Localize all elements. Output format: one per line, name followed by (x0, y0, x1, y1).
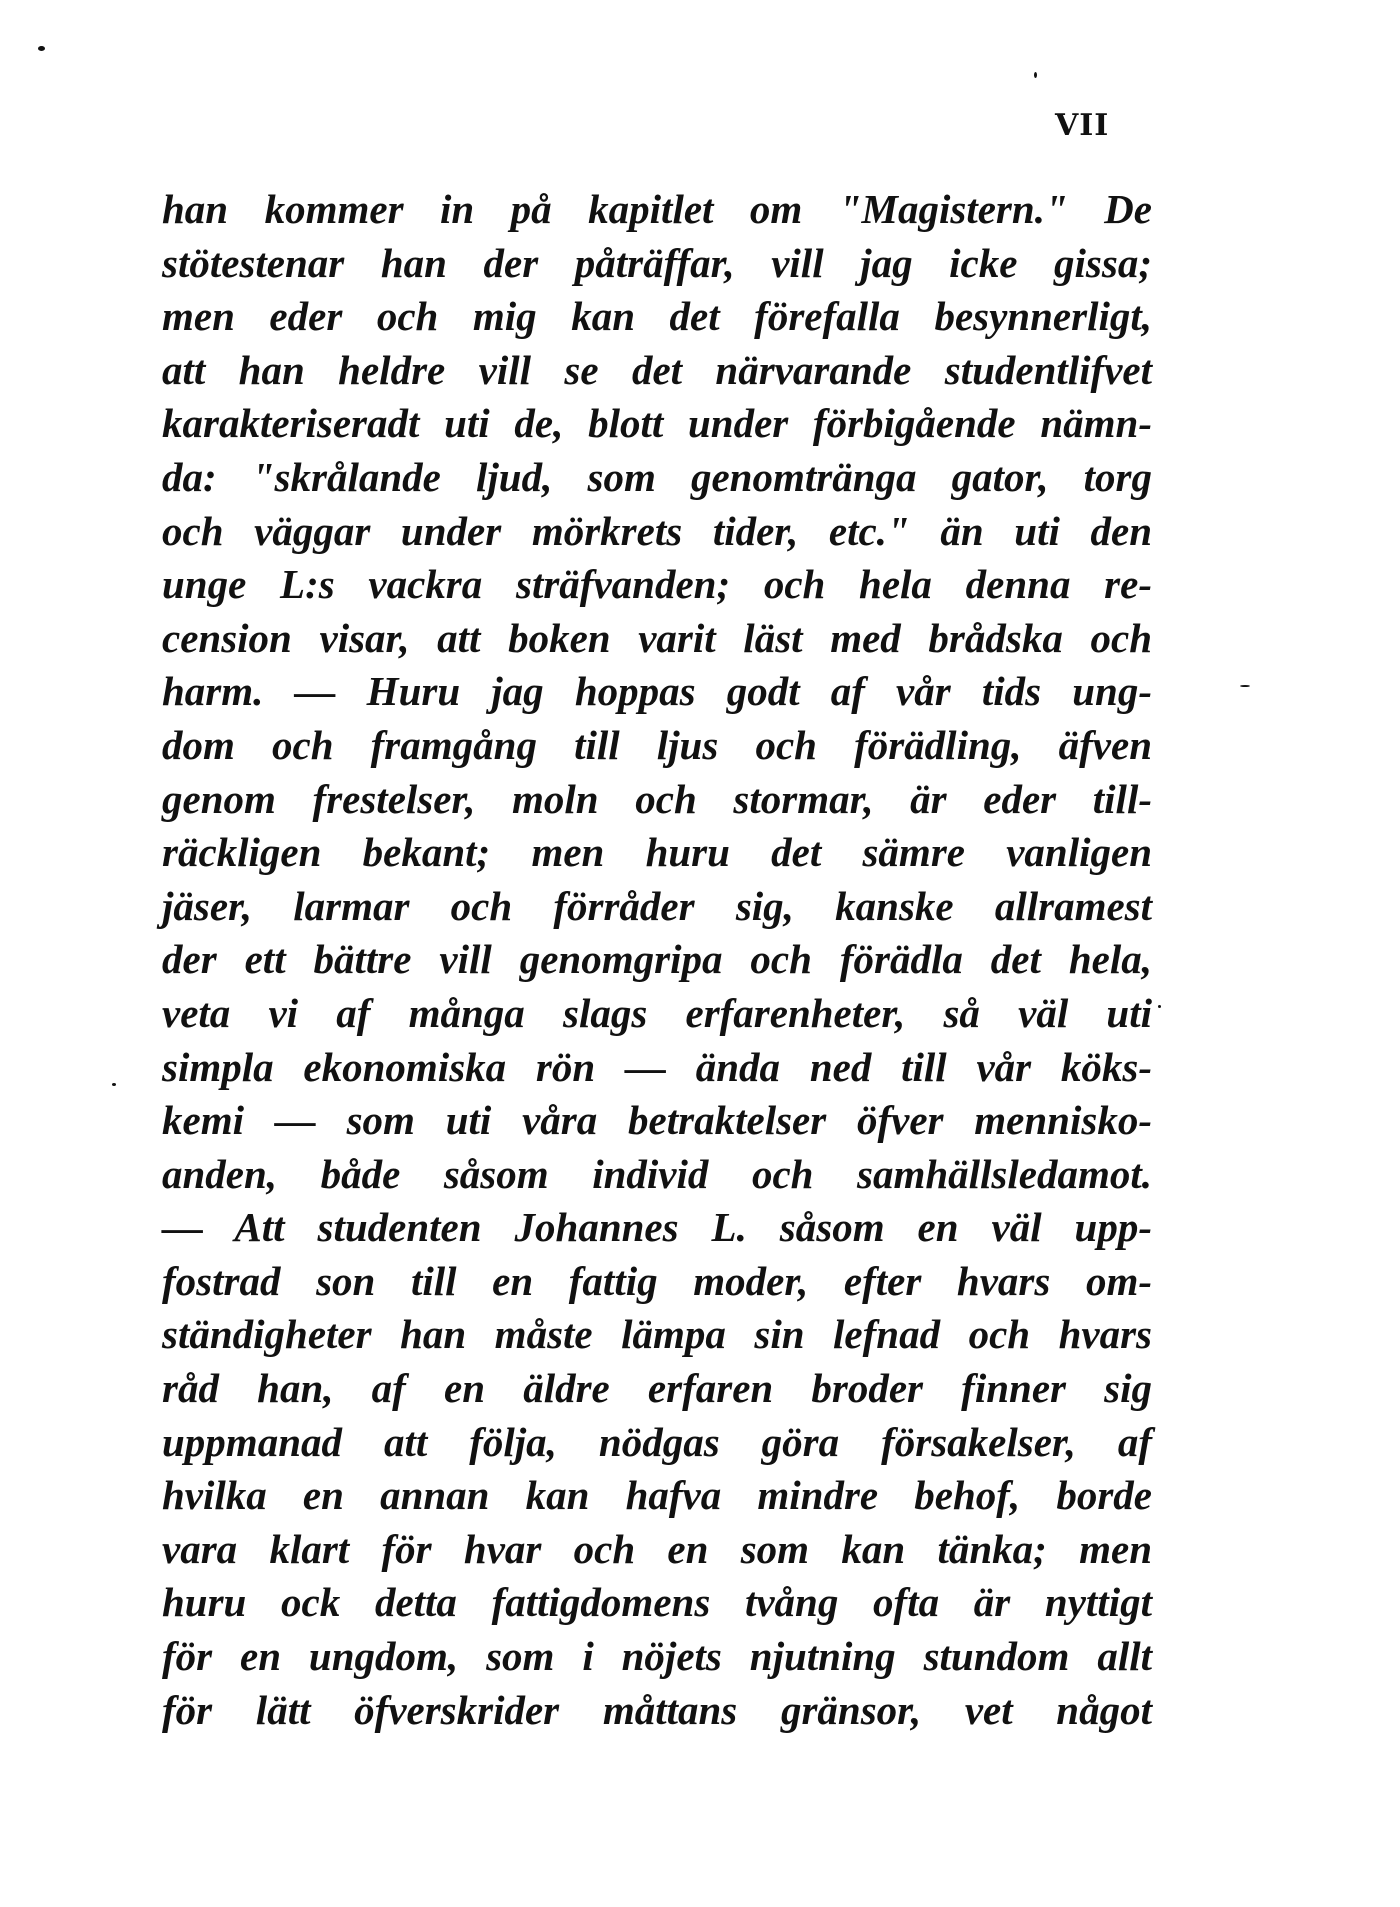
text-line: der ett bättre vill genomgripa och förädla det hela, (162, 936, 1152, 983)
text-line: hvilka en annan kan hafva mindre behof, borde (162, 1472, 1152, 1519)
text-line: anden, både såsom individ och samhällsledamot. (162, 1150, 1152, 1197)
text-line: fostrad son till en fattig moder, efter hvars om- (162, 1257, 1152, 1304)
ink-speck (38, 46, 45, 51)
text-line: da: "skrålande ljud, som genomtränga gator, torg (162, 453, 1152, 500)
text-line: dom och framgång till ljus och förädling, äfven (162, 721, 1152, 768)
text-line: vara klart för hvar och en som kan tänka; men (162, 1525, 1152, 1572)
text-line: han kommer in på kapitlet om "Magistern." De (162, 186, 1152, 232)
ink-speck (1034, 72, 1037, 78)
ink-speck (112, 1083, 116, 1086)
text-line: uppmanad att följa, nödgas göra försakelser, af (162, 1418, 1152, 1465)
text-line: huru ock detta fattigdomens tvång ofta är nyttigt (162, 1579, 1152, 1626)
text-line: kemi — som uti våra betraktelser öfver mennisko- (162, 1097, 1152, 1144)
text-line: räckligen bekant; men huru det sämre vanligen (162, 829, 1152, 876)
text-line: råd han, af en äldre erfaren broder finner sig (162, 1365, 1152, 1412)
ink-speck (1240, 685, 1250, 687)
text-line: simpla ekonomiska rön — ända ned till vår köks- (162, 1043, 1152, 1090)
text-line: — Att studenten Johannes L. såsom en väl upp- (162, 1204, 1152, 1251)
text-line: unge L:s vackra sträfvanden; och hela denna re- (162, 561, 1152, 608)
text-line: att han heldre vill se det närvarande studentlifvet (162, 346, 1152, 393)
text-line: för lätt öfverskrider måttans gränsor, vet något (162, 1686, 1152, 1733)
text-line: men eder och mig kan det förefalla besynnerligt, (162, 293, 1152, 340)
text-line: jäser, larmar och förråder sig, kanske allramest (162, 882, 1152, 929)
text-line: cension visar, att boken varit läst med brådska och (162, 614, 1152, 661)
text-line: stötestenar han der påträffar, vill jag icke gissa; (162, 239, 1152, 286)
text-line: ständigheter han måste lämpa sin lefnad och hvars (162, 1311, 1152, 1358)
text-line: genom frestelser, moln och stormar, är eder till- (162, 775, 1152, 822)
text-line: harm. — Huru jag hoppas godt af vår tids ung- (162, 668, 1152, 715)
text-line: veta vi af många slags erfarenheter, så väl uti (162, 989, 1152, 1036)
text-line: och väggar under mörkrets tider, etc." än uti den (162, 507, 1152, 554)
ink-speck (1158, 1005, 1161, 1008)
text-line: för en ungdom, som i nöjets njutning stundom allt (162, 1633, 1152, 1680)
page-number: VII (1055, 108, 1110, 143)
text-line: karakteriseradt uti de, blott under förbigående nämn- (162, 400, 1152, 447)
body-text (162, 183, 1152, 1737)
